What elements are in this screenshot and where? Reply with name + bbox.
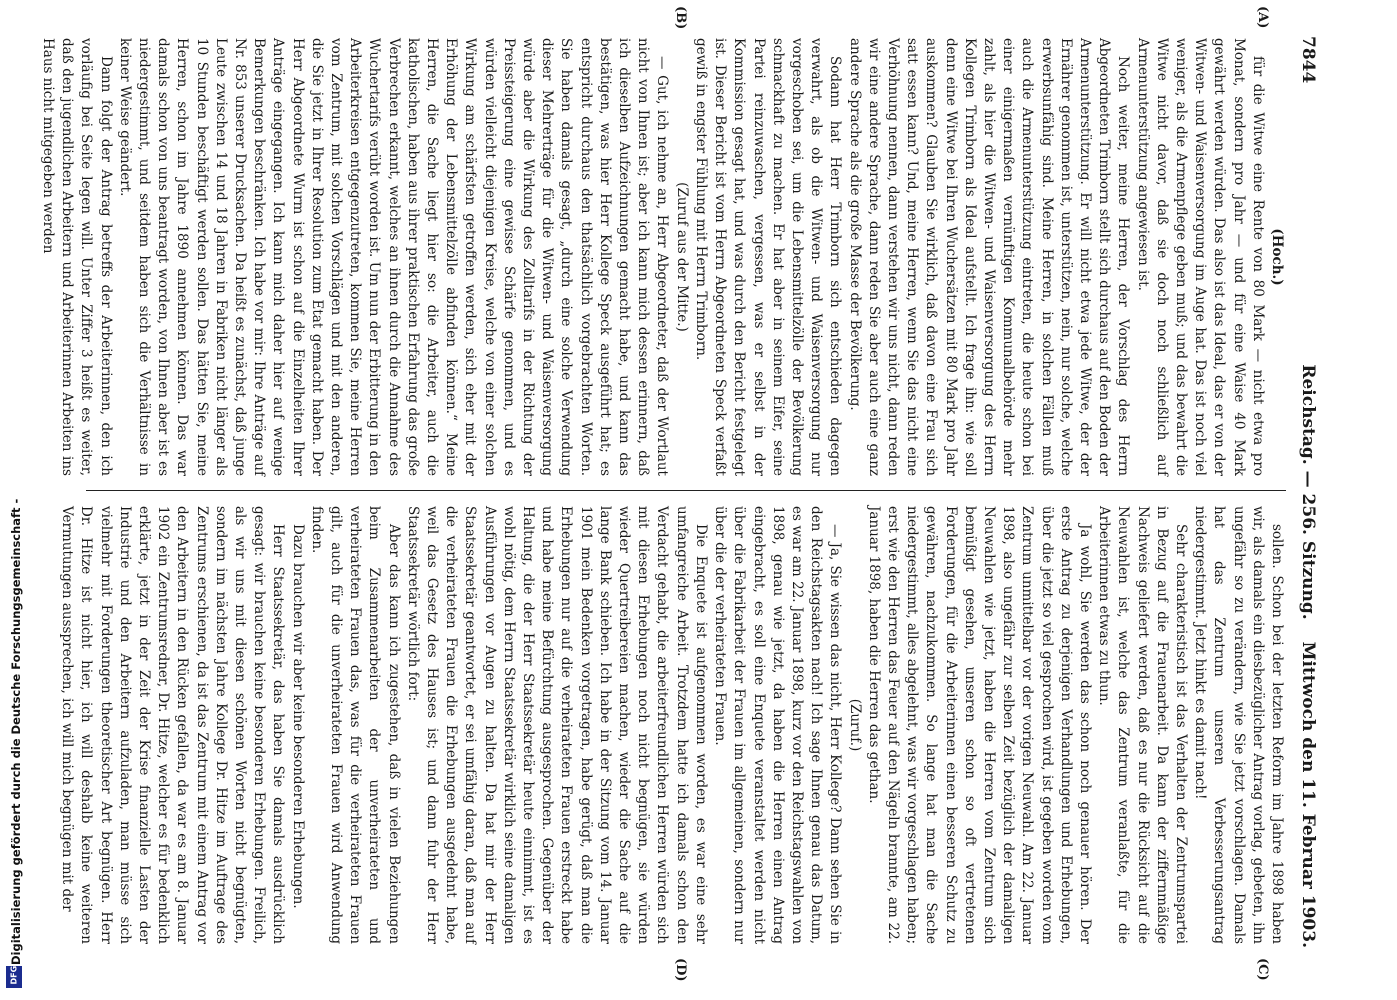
page-header bbox=[1294, 32, 1318, 952]
right-column bbox=[57, 506, 1286, 944]
paragraph: — Gut, ich nehme an, Herr Abgeordneter, daß der Wortlaut nicht von Ihnen ist; aber ich kann mich dessen erinnern, daß ich dieselben Aufzeichnungen gemacht habe, und kann das bestätigen, was hier Herr Kollege Speck ausgeführt hat; es entspricht durchaus den thatsächlich vorgebrachten Worten. Sie haben damals gesagt, „durch eine solche Verwendung dieser Mehrerträge für die Witwen- und Waisenversorgung würde aber die Wirkung des Zolltarifs in der Richtung der Preissteigerung eine gewisse Schärfe genommen, und es würden vielleicht diejenigen Kreise, welche von einer solchen Wirkung am schärfsten getroffen werden, sich eher mit der Erhöhung der Lebensmittelzölle abfinden können.“ Meine Herren, die Sache liegt hier so: die Arbeiter, auch die katholischen, haben aus ihrer praktischen Erfahrung das große Verbrechen erkannt, welches an ihnen durch die Annahme des Wuchertarifs verübt worden ist. Um nun der Erbitterung in den Arbeiterkreisen entgegenzutreten, kommen Sie, meine Herren vom Zentrum, mit solchen Vorschlägen und mit den anderen, die Sie jetzt in Ihrer Resolution zum Etat gemacht haben. Der Herr Abgeordnete Wurm ist schon auf die Einzelheiten Ihrer Anträge eingegangen. Ich kann mich daher hier auf wenige Bemerkungen beschränken. Ich habe vor mir: Ihre Anträge auf Nr. 853 unserer Drucksachen. Da heißt es zunächst, daß junge Leute zwischen 14 und 18 Jahren in Fabriken nicht länger als 10 Stunden beschäftigt werden sollen. Das hätten Sie, meine Herren, schon im Jahre 1890 annehmen können. Das war damals schon von uns beantragt worden, von Ihnen aber ist es niedergestimmt, und seitdem haben sich die Verhältnisse in keiner Weise geändert. bbox=[116, 38, 671, 476]
paragraph: Ja wohl, Sie werden das schon noch genauer hören. Der erste Antrag zu derjenigen Verhandlungen und Erhebungen, über die jetzt so viel gesprochen wird, ist gegeben worden vom Zentrum unmittelbar vor der vorigen Neuwahl. Am 22. Januar 1898, also ungefähr zur selben Zeit bezüglich der damaligen Neuwahlen wie jetzt, haben die Herren vom Zentrum sich bemüßigt gesehen, unseren schon so oft vertretenen Forderungen, für die Arbeiterinnen einen besseren Schutz zu gewähren, nachzukommen. So lange hat man die Sache niedergestimmt, alles abgelehnt, was wir vorgeschlagen haben; erst wie den Herren das Feuer auf den Nägeln brannte, am 22. Januar 1898, haben die Herren das gethan. bbox=[865, 506, 1093, 944]
quotation: Dazu brauchen wir aber keine besonderen Erhebungen. bbox=[289, 524, 306, 909]
interjection: (Zuruf.) bbox=[846, 698, 863, 752]
margin-letter-d: (D) bbox=[673, 958, 688, 982]
paragraph: Dann folgt der Antrag betreffs der Arbeiterinnen, den ich vorläufig bei Seite legen will. Unter Ziffer 3 heißt es weiter, daß den jugendlichen Arbeitern und Arbeiterinnen Arbeiten ins Haus nicht mitgegeben werden bbox=[40, 38, 114, 476]
paragraph: für die Witwe eine Rente von 80 Mark — nicht etwa pro Monat, sondern pro Jahr — und für eine Waise 40 Mark gewährt werden würden. Das also ist das Ideal, das er von der Witwen- und Waisenversorgung im Auge hat. Das ist noch viel weniger, als die Armenpflege geben muß; und das bewahrt die Witwe nicht davor, daß sie doch noch schließlich auf Armenunterstützung angewiesen ist. bbox=[1134, 38, 1266, 476]
digitization-sidebar bbox=[4, 0, 30, 1000]
page-number: 7844 bbox=[1298, 36, 1318, 84]
paragraph: Noch weiter, meine Herren, der Vorschlag des Herrn Abgeordneten Trimborn stellt sich durchaus auf den Boden der Armenunterstützung. Er will nicht etwa jede Witwe, der der Ernährer genommen ist, unterstützen, nein, nur solche, welche erwerbsunfähig sind. Meine Herren, in solchen Fällen muß auch die Armenunterstützung eintreten, die heute schon bei einer einigermaßen vernünftigen Kommunalbehörde mehr zahlt, als hier die Witwen- und Waisenversorgung des Herrn Kollegen Trimborn als Ideal aufstellt. Ich frage ihn: wie soll denn eine Witwe bei Ihren Wuchersätzen mit 80 Mark pro Jahr auskommen? Glauben Sie wirklich, daß davon eine Frau sich satt essen kann? Und, meine Herren, wenn Sie das nicht eine Verhöhnung nennen, dann verstehen wir uns nicht, dann reden wir eine andere Sprache, dann reden Sie aber auch eine ganz andere Sprache als die große Masse der Bevölkerung. bbox=[846, 38, 1132, 476]
paragraph: Die Enquete ist aufgenommen worden, es war eine sehr umfangreiche Arbeit. Trotzdem hatte ich damals schon den Verdacht gehabt, die arbeiterfreundlichen Herren würden sich mit diesen Erhebungen noch nicht begnügen, sie würden wieder Quertreibereien machen, wieder die Sache auf die lange Bank schieben. Ich habe in der Sitzung vom 14. Januar 1901 mein Bedenken vorgetragen, habe gerügt, daß man die Erhebungen nur auf die verheirateten Frauen erstreckt habe und habe meine Befürchtung ausgesprochen. Gegenüber der Haltung, die der Herr Staatssekretär heute einnimmt, ist es wohl nötig, dem Herrn Staatssekretär wirklich seine damaligen Ausführungen vor Augen zu halten. Da hat mir der Herr Staatssekretär geantwortet, er sei umfähig daran, daß man auf die verheirateten Frauen die Erhebungen ausgedehnt habe, weil das Gesetz des Hauses ist; und dann fuhr der Herr Staatssekretär wörtlich fort: bbox=[404, 506, 709, 944]
paragraph: Sehr charakteristisch ist das Verhalten der Zentrumspartei in Bezug auf die Frauenarbeit. Da kann der ziffernmäßige Nachweis geliefert werden, daß es nur die Rücksicht auf die Neuwahlen ist, welche das Zentrum veranlaßte, für die Arbeiterinnen etwas zu thun. bbox=[1096, 506, 1189, 944]
margin-letter-a: (A) bbox=[1255, 6, 1270, 29]
paragraph: Herr Staatssekretär, das haben Sie damals ausdrücklich gesagt: wir brauchen keine besonderen Erhebungen. Freilich, als wir uns mit diesen schönen Worten nicht begnügten, sondern im nächsten Jahre Kollege Dr. Hitze im Auftrage des Zentrums erschienen, da ist das Zentrum mit einem Antrag vor den Arbeitern in den Rücken gefallen, da war es am 8. Januar 1902 ein Zentrumsredner, Dr. Hitze, welcher es für bedenklich erklärte, jetzt in der Zeit der Krise finanzielle Lasten der Industrie und den Arbeitern aufzuladen, man müsse sich vielmehr mit Forderungen theoretischer Art begnügen. Herr Dr. Hitze ist nicht hier, ich will deshalb keine weiteren Vermutungen aussprechen, ich will mich begnügen mit der bbox=[59, 506, 287, 944]
paragraph: Sodann hat Herr Trimborn sich entschieden dagegen verwahrt, als ob die Witwen- und Waisenversorgung nur vorgeschoben sei, um die Lebensmittelzölle der Bevölkerung schmackhaft zu machen. Er hat aber in seinem Eifer, seine Partei reinzuwaschen, vergessen, was er selbst in der Kommission gesagt hat, und was durch den Bericht festgelegt ist. Dieser Bericht ist vom Herrn Abgeordneten Speck verfaßt gewiß in engster Fühlung mit Herrn Trimborn. bbox=[692, 38, 844, 476]
session-date: Mittwoch den 11. Februar 1903. bbox=[1298, 641, 1318, 948]
dfg-logo-text: DFG bbox=[9, 965, 19, 985]
left-column bbox=[38, 38, 1286, 476]
rotated-page-content bbox=[40, 6, 1328, 982]
dfg-logo bbox=[6, 966, 22, 988]
scanned-page bbox=[40, 6, 1328, 982]
quotation: Aber das kann ich zugestehen, daß in vielen Beziehungen beim Zusammenarbeiten der unverheirateten und verheirateten Frauen das, was für die verheirateten Frauen gilt, auch für die unverheirateten Frauen wird Anwendung finden. bbox=[308, 506, 402, 944]
interjection: (Zuruf aus der Mitte.) bbox=[673, 182, 690, 332]
session-title: Reichstag. — 256. Sitzung. bbox=[1298, 364, 1318, 620]
paragraph: sollen. Schon bei der letzten Reform im Jahre 1898 haben wir, als damals ein diesbezüglicher Antrag vorlag, gebeten, ihn ungefähr so zu verändern, wie Sie jetzt vorschlagen. Damals hat das Zentrum unseren Verbesserungsantrag niedergestimmt. Jetzt hinkt es damit nach! bbox=[1192, 506, 1285, 944]
column-divider bbox=[86, 490, 1286, 491]
speaker-name: (Hoch.) bbox=[1269, 228, 1285, 286]
margin-letter-c: (C) bbox=[1255, 958, 1270, 981]
funding-notice: Digitalisierung gefördert durch die Deutsche Forschungsgemeinschaft - bbox=[9, 498, 23, 965]
paragraph: — Ja, Sie wissen das nicht, Herr Kollege? Dann sehen Sie in den Reichstagsakten nach! Ich sage Ihnen genau das Datum, es war am 22. Januar 1898, kurz vor den Reichstagswahlen von 1898, genau wie jetzt, da haben die Herren einen Antrag eingebracht, es soll eine Enquete veranstaltet werden nicht über die Fabrikarbeit der Frauen im allgemeinen, sondern nur über die der verheirateten Frauen. bbox=[712, 506, 844, 944]
margin-letter-b: (B) bbox=[673, 6, 688, 30]
